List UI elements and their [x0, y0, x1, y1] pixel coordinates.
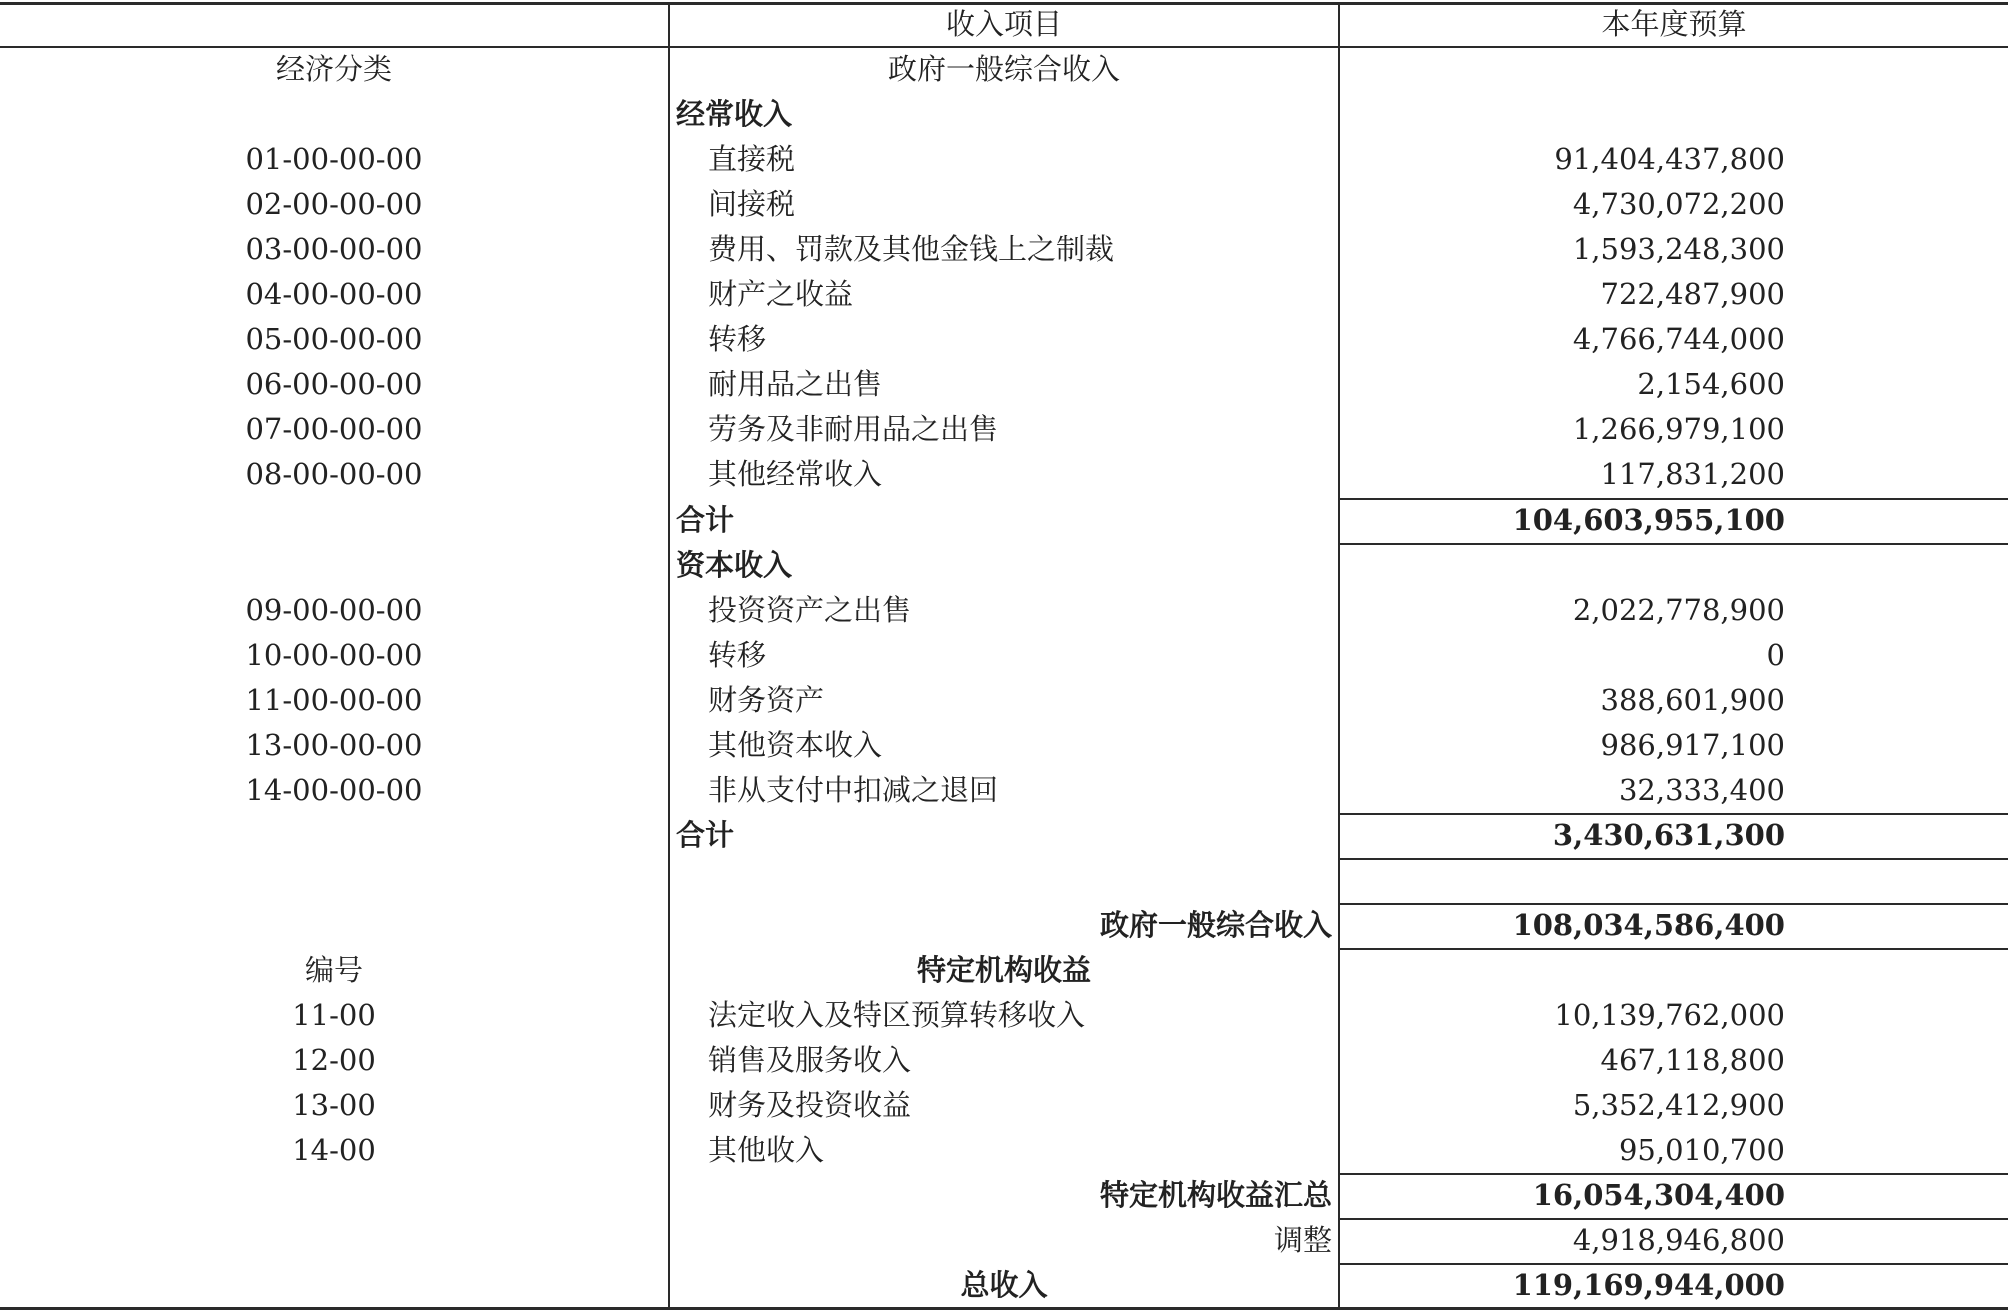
header-budget: 本年度预算	[1601, 7, 1747, 41]
row-name: 转移	[708, 322, 767, 356]
economic-classification-label: 经济分类	[275, 52, 392, 86]
row-amount: 95,010,700	[1618, 1133, 1785, 1167]
row-code: 11-00	[292, 998, 376, 1032]
row-code: 05-00-00-00	[245, 322, 423, 356]
general-revenue-title: 政府一般综合收入	[887, 52, 1120, 86]
row-name: 其他资本收入	[708, 728, 883, 762]
row-amount: 1,593,248,300	[1572, 232, 1785, 266]
row-name: 财务及投资收益	[708, 1088, 912, 1122]
row-code: 13-00	[292, 1088, 376, 1122]
row-name: 财产之收益	[708, 277, 854, 311]
row-name: 销售及服务收入	[708, 1043, 912, 1077]
recurrent-total-bottom-line	[1338, 543, 2008, 545]
capital-total-amount: 3,430,631,300	[1552, 818, 1785, 852]
row-code: 04-00-00-00	[245, 277, 423, 311]
adjustment-amount: 4,918,946,800	[1572, 1223, 1785, 1257]
row-amount: 467,118,800	[1600, 1043, 1785, 1077]
row-amount: 117,831,200	[1600, 457, 1785, 491]
row-code: 07-00-00-00	[245, 412, 423, 446]
agency-total-amount: 16,054,304,400	[1532, 1178, 1785, 1212]
row-amount: 91,404,437,800	[1554, 142, 1785, 176]
recurrent-revenue-heading: 经常收入	[676, 97, 793, 131]
header-revenue-item: 收入项目	[945, 7, 1062, 41]
row-amount: 4,766,744,000	[1572, 322, 1785, 356]
general-total-amount: 108,034,586,400	[1512, 908, 1785, 942]
row-amount: 4,730,072,200	[1572, 187, 1785, 221]
general-total-bottom-line	[1338, 948, 2008, 950]
row-name: 劳务及非耐用品之出售	[708, 412, 999, 446]
row-amount: 10,139,762,000	[1554, 998, 1785, 1032]
row-amount: 2,154,600	[1637, 367, 1785, 401]
row-name: 投资资产之出售	[708, 593, 912, 627]
row-code: 10-00-00-00	[245, 638, 423, 672]
grand-total-label: 总收入	[960, 1268, 1048, 1302]
row-code: 03-00-00-00	[245, 232, 423, 266]
row-name: 耐用品之出售	[708, 367, 883, 401]
row-amount: 2,022,778,900	[1572, 593, 1785, 627]
row-code: 06-00-00-00	[245, 367, 423, 401]
agency-total-label: 特定机构收益汇总	[1099, 1178, 1332, 1212]
row-code: 14-00-00-00	[245, 773, 423, 807]
row-code: 13-00-00-00	[245, 728, 423, 762]
general-total-label: 政府一般综合收入	[1099, 908, 1332, 942]
row-name: 其他经常收入	[708, 457, 883, 491]
row-code: 09-00-00-00	[245, 593, 423, 627]
row-amount: 388,601,900	[1600, 683, 1785, 717]
row-amount: 32,333,400	[1618, 773, 1785, 807]
recurrent-total-label: 合计	[676, 503, 735, 537]
code-label: 编号	[304, 953, 363, 987]
row-code: 12-00	[292, 1043, 376, 1077]
capital-total-bottom-line	[1338, 858, 2008, 860]
row-amount: 5,352,412,900	[1572, 1088, 1785, 1122]
row-name: 财务资产	[708, 683, 825, 717]
row-code: 08-00-00-00	[245, 457, 423, 491]
row-name: 法定收入及特区预算转移收入	[708, 998, 1086, 1032]
recurrent-total-amount: 104,603,955,100	[1512, 503, 1785, 537]
row-name: 其他收入	[708, 1133, 825, 1167]
row-name: 非从支付中扣减之退回	[708, 773, 999, 807]
row-amount: 722,487,900	[1600, 277, 1785, 311]
grand-total-amount: 119,169,944,000	[1512, 1268, 1785, 1302]
row-code: 02-00-00-00	[245, 187, 423, 221]
row-amount: 986,917,100	[1600, 728, 1785, 762]
adjustment-label: 调整	[1273, 1223, 1332, 1257]
row-name: 转移	[708, 638, 767, 672]
row-code: 11-00-00-00	[245, 683, 423, 717]
row-name: 费用、罚款及其他金钱上之制裁	[708, 232, 1115, 266]
row-amount: 0	[1766, 638, 1785, 672]
row-name: 直接税	[708, 142, 796, 176]
agency-revenue-title: 特定机构收益	[916, 953, 1091, 987]
capital-revenue-heading: 资本收入	[676, 548, 793, 582]
capital-total-label: 合计	[676, 818, 735, 852]
row-code: 14-00	[292, 1133, 376, 1167]
row-code: 01-00-00-00	[245, 142, 423, 176]
row-name: 间接税	[708, 187, 796, 221]
row-amount: 1,266,979,100	[1572, 412, 1785, 446]
column-divider-1	[668, 2, 670, 1309]
